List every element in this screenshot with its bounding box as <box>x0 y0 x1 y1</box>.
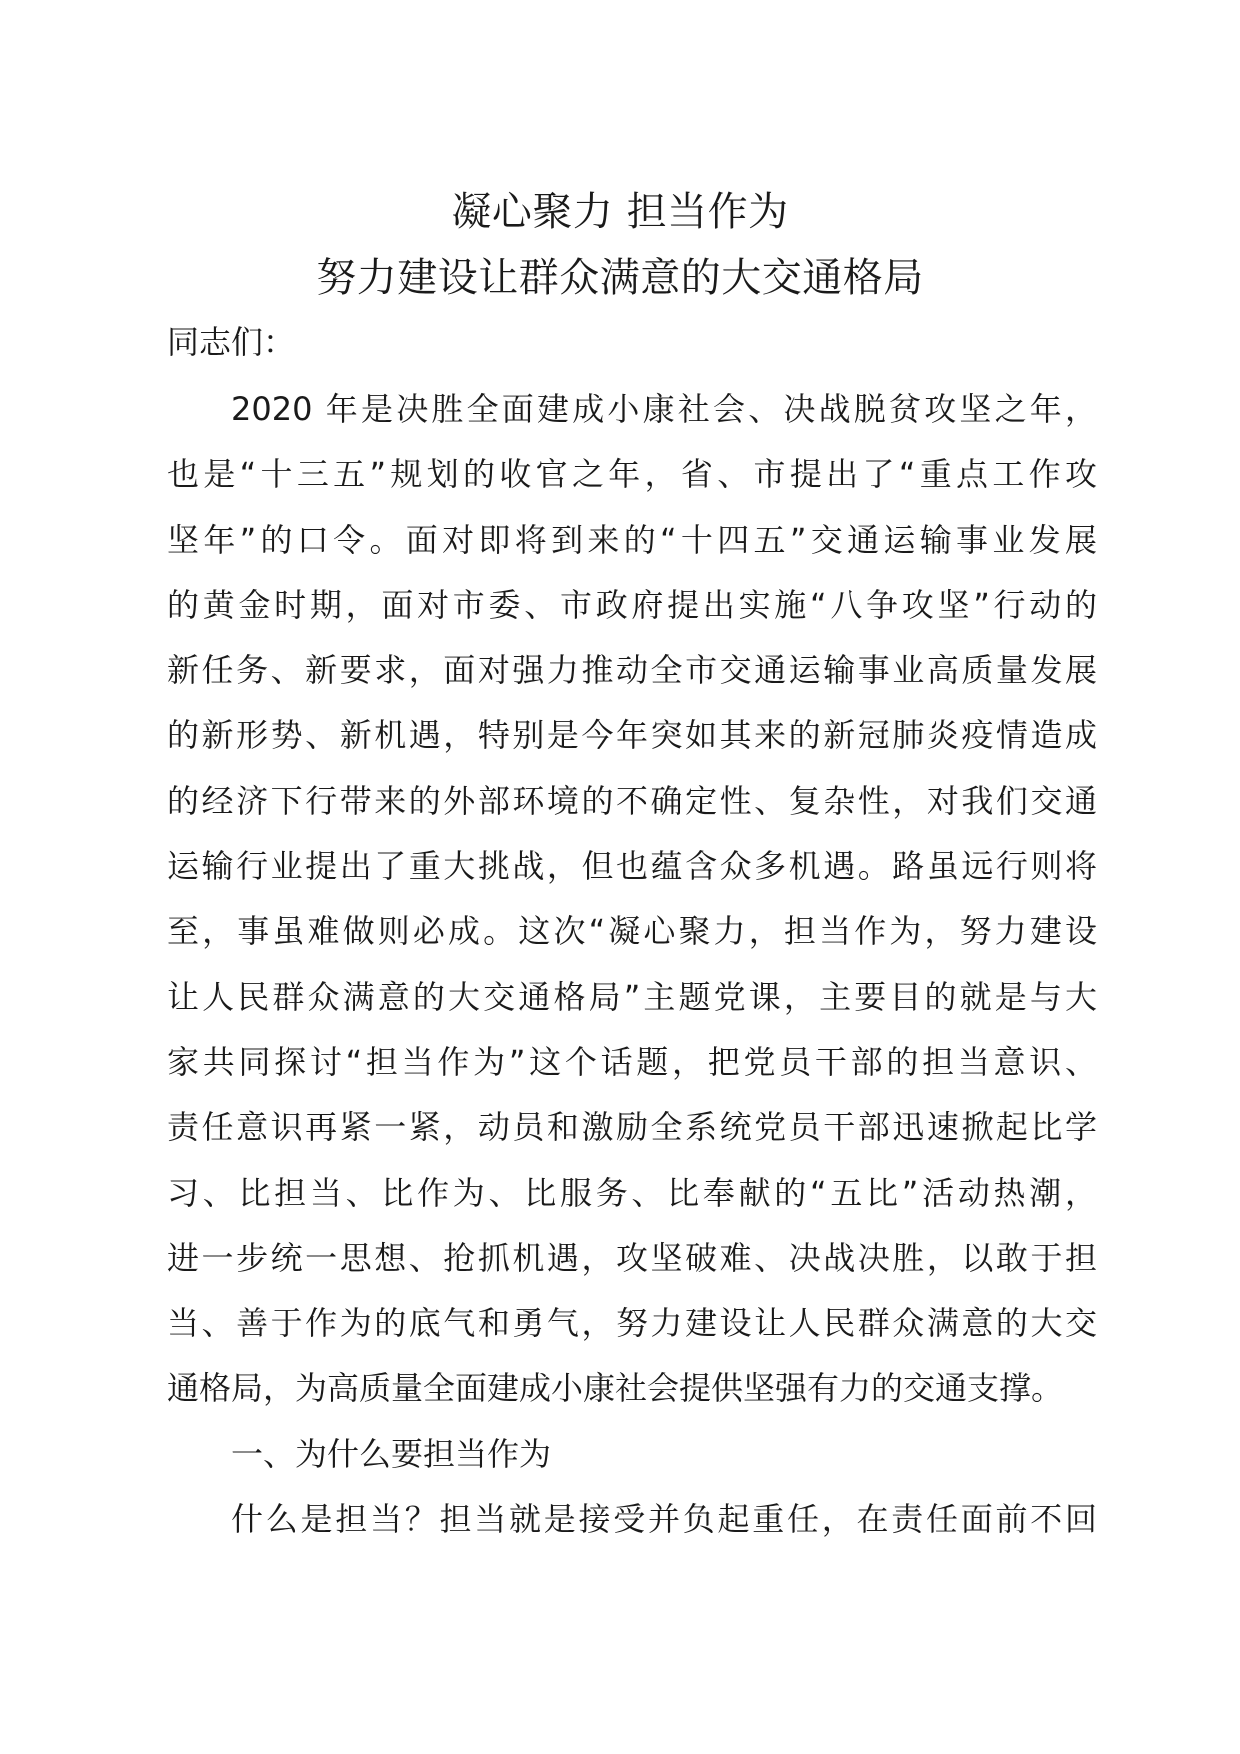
paragraph-1-line: 责任意识再紧一紧，动员和激励全系统党员干部迅速掀起比学 <box>167 1108 1097 1147</box>
title-line-1: 凝心聚力 担当作为 <box>451 189 789 235</box>
paragraph-1-line: 运输行业提出了重大挑战，但也蕴含众多机遇。路虽远行则将 <box>167 847 1097 886</box>
paragraph-1-line: 的新形势、新机遇，特别是今年突如其来的新冠肺炎疫情造成 <box>167 716 1097 755</box>
title-line-2: 努力建设让群众满意的大交通格局 <box>316 255 924 301</box>
paragraph-1-line: 坚年”的口令。面对即将到来的“十四五”交通运输事业发展 <box>167 520 1097 559</box>
paragraph-2-line: 什么是担当？担当就是接受并负起重任，在责任面前不回 <box>231 1500 1097 1539</box>
paragraph-1-line: 进一步统一思想、抢抓机遇，攻坚破难、决战决胜，以敢于担 <box>167 1238 1097 1277</box>
body-text <box>167 377 1097 1552</box>
paragraph-1-line: 至，事虽难做则必成。这次“凝心聚力，担当作为，努力建设 <box>167 912 1097 951</box>
greeting: 同志们： <box>167 323 296 361</box>
paragraph-1-line: 也是“十三五”规划的收官之年，省、市提出了“重点工作攻 <box>167 455 1097 494</box>
paragraph-1-line: 家共同探讨“担当作为”这个话题，把党员干部的担当意识、 <box>167 1042 1097 1081</box>
paragraph-1-line: 习、比担当、比作为、比服务、比奉献的“五比”活动热潮， <box>167 1173 1097 1212</box>
paragraph-1-line: 的经济下行带来的外部环境的不确定性、复杂性，对我们交通 <box>167 781 1097 820</box>
paragraph-1-line: 新任务、新要求，面对强力推动全市交通运输事业高质量发展 <box>167 651 1097 690</box>
paragraph-1-line: 当、善于作为的底气和勇气，努力建设让人民群众满意的大交 <box>167 1304 1097 1343</box>
paragraph-1-line: 2020 年是决胜全面建成小康社会、决战脱贫攻坚之年， <box>231 390 1097 428</box>
paragraph-1-line: 通格局，为高质量全面建成小康社会提供坚强有力的交通支撑。 <box>167 1369 1064 1408</box>
paragraph-1-line: 让人民群众满意的大交通格局”主题党课，主要目的就是与大 <box>167 977 1097 1016</box>
section-heading: 一、为什么要担当作为 <box>231 1434 552 1473</box>
paragraph-1-line: 的黄金时期，面对市委、市政府提出实施“八争攻坚”行动的 <box>167 585 1097 624</box>
